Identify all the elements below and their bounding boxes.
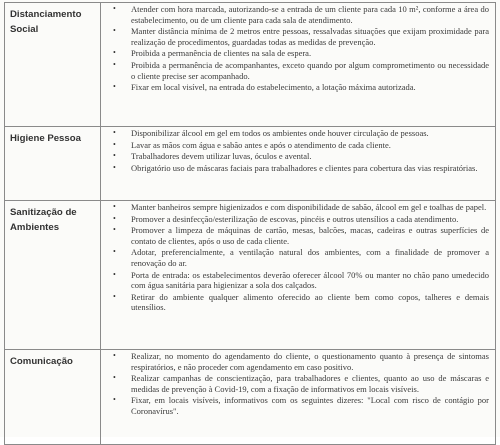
list-item xyxy=(105,82,489,93)
bullet-icon: • xyxy=(113,373,116,383)
list-item xyxy=(105,202,489,213)
item-text: Adotar, preferencialmente, a ventilação natural dos ambientes, com a finalidade de promover a renovação do ar. xyxy=(131,247,489,268)
section-row-comunicacao xyxy=(5,350,496,445)
item-text: Realizar, no momento do agendamento do cliente, o questionamento quanto à presença de sintomas respiratórios, e não proceder com agendamento em caso positivo. xyxy=(131,351,489,372)
item-text: Atender com hora marcada, autorizando-se a entrada de um cliente para cada 10 m², conforme a área do estabelecimento, ou de um cliente para cada sala de atendimento. xyxy=(131,4,489,25)
list-item xyxy=(105,48,489,59)
bullet-icon: • xyxy=(113,151,116,161)
list-item xyxy=(105,247,489,268)
item-list xyxy=(105,128,489,173)
bullet-icon: • xyxy=(113,269,116,279)
item-text: Realizar campanhas de conscientização, para trabalhadores e clientes, quanto ao uso de máscaras e medidas de prevenção à Covid-19, com a fixação de informativos em locais visíveis. xyxy=(131,373,489,394)
list-item xyxy=(105,351,489,372)
list-item xyxy=(105,60,489,81)
section-row-sanitizacao xyxy=(5,201,496,350)
item-text: Promover a desinfecção/esterilização de escovas, pincéis e outros utensílios a cada atendimento. xyxy=(131,213,459,224)
section-content xyxy=(101,127,496,201)
list-item xyxy=(105,128,489,139)
item-list xyxy=(105,4,489,93)
bullet-icon: • xyxy=(113,59,116,69)
section-label: Comunicação xyxy=(5,350,101,445)
list-item xyxy=(105,151,489,162)
section-label: Distanciamento Social xyxy=(5,3,101,127)
bullet-icon: • xyxy=(113,213,116,223)
bullet-icon: • xyxy=(113,26,116,36)
item-text: Fixar, em locais visíveis, informativos com os seguintes dizeres: "Local com risco de contágio por Coronavírus". xyxy=(131,395,489,416)
bullet-icon: • xyxy=(113,351,116,360)
bullet-icon: • xyxy=(113,82,116,92)
item-list xyxy=(105,202,489,313)
list-item xyxy=(105,26,489,47)
bullet-icon: • xyxy=(113,291,116,301)
bullet-icon: • xyxy=(113,4,116,13)
item-text: Manter banheiros sempre higienizados e com disponibilidade de sabão, álcool em gel e toalhas de papel. xyxy=(131,202,487,212)
section-label: Higiene Pessoa xyxy=(5,127,101,201)
item-list xyxy=(105,351,489,417)
list-item xyxy=(105,395,489,416)
item-text: Proibida a permanência de clientes na sala de espera. xyxy=(131,48,312,59)
guidelines-table xyxy=(4,2,496,445)
section-content xyxy=(101,3,496,127)
section-content xyxy=(101,201,496,350)
list-item xyxy=(105,163,489,174)
item-text: Obrigatório uso de máscaras faciais para trabalhadores e clientes para cobertura das vias respiratórias. xyxy=(131,162,478,173)
item-text: Promover a limpeza de máquinas de cartão, mesas, balcões, macas, cadeiras e outras superfícies de contato de clientes, após o uso de cada cliente. xyxy=(131,225,489,246)
section-row-higiene xyxy=(5,127,496,201)
section-label: Sanitização de Ambientes xyxy=(5,201,101,350)
list-item xyxy=(105,225,489,246)
bullet-icon: • xyxy=(113,128,116,137)
bullet-icon: • xyxy=(113,139,116,149)
item-text: Retirar do ambiente qualquer alimento oferecido ao cliente bem como copos, talheres e demais utensílios. xyxy=(131,291,489,313)
bullet-icon: • xyxy=(113,247,116,257)
bullet-icon: • xyxy=(113,395,116,405)
section-row-distanciamento xyxy=(5,3,496,127)
item-text: Trabalhadores devem utilizar luvas, óculos e avental. xyxy=(131,151,312,162)
list-item xyxy=(105,373,489,394)
list-item xyxy=(105,214,489,225)
list-item xyxy=(105,270,489,291)
item-text: Manter distância mínima de 2 metros entre pessoas, ressalvadas situações que exijam proximidade para realização de procedimentos, guardadas todas as medidas de prevenção. xyxy=(131,26,489,47)
bullet-icon: • xyxy=(113,48,116,58)
item-text: Porta de entrada: os estabelecimentos deverão oferecer álcool 70% ou manter no chão pano umedecido com água sanitária para higienizar a sola dos calçados. xyxy=(131,269,489,291)
list-item xyxy=(105,140,489,151)
section-content xyxy=(101,350,496,445)
item-text: Disponibilizar álcool em gel em todos os ambientes onde houver circulação de pessoas. xyxy=(131,128,429,138)
item-text: Lavar as mãos com água e sabão antes e após o atendimento de cada cliente. xyxy=(131,139,391,150)
list-item xyxy=(105,4,489,25)
item-text: Fixar em local visível, na entrada do estabelecimento, a lotação máxima autorizada. xyxy=(131,82,416,93)
bullet-icon: • xyxy=(113,225,116,235)
list-item xyxy=(105,292,489,313)
bullet-icon: • xyxy=(113,202,116,211)
bullet-icon: • xyxy=(113,162,116,172)
item-text: Proibida a permanência de acompanhantes, exceto quando por algum comprometimento ou necessidade o cliente precise ser acompanhado. xyxy=(131,59,489,81)
